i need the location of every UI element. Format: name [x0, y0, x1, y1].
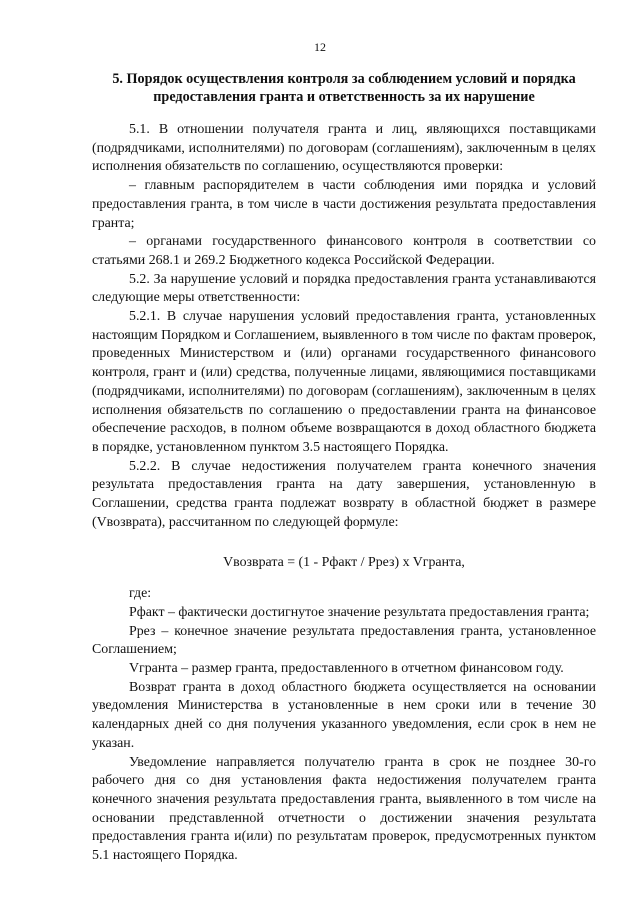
refund-formula: Vвозврата = (1 - Рфакт / Ррез) x Vгранта, — [223, 555, 465, 571]
definition-rfact: Рфакт – фактически достигнутое значение результата предоставления гранта; — [129, 604, 590, 620]
paragraph-5-2-1: 5.2.1. В случае нарушения условий предоставления гранта, установленных настоящим Порядком и Соглашением, выявленного в том числе по фактам проверок, проведенных Министерством и (или) органами государственного финансового контроля, грант и (или) средства, полученные лицами, являющимися поставщиками (подрядчиками, исполнителями) по договорам (соглашениям), заключенным в целях исполнения обязательств по соглашению о предоставлении гранта на финансовое обеспечение расходов, в полном объеме возвращаются в доход областного бюджета в порядке, установленном пунктом 3.5 настоящего Порядка. — [92, 309, 596, 455]
paragraph-5-1: 5.1. В отношении получателя гранта и лиц, являющихся поставщиками (подрядчиками, исполнителями) по договорам (соглашениям), заключенным в целях исполнения обязательств по соглашению, осуществляются проверки: — [92, 122, 596, 175]
paragraph-notification: Уведомление направляется получателю гранта в срок не позднее 30-го рабочего дня со дня установления факта недостижения получателем гранта конечного значения результата предоставления гранта, выявленного в том числе на основании представленной отчетности о достижении значения результата предоставления гранта и(или) по результатам проверок, предусмотренных пунктом 5.1 настоящего Порядка. — [92, 754, 596, 864]
paragraph-financial-control-checks: – органами государственного финансового контроля в соответствии со статьями 268.1 и 269.2 Бюджетного кодекса Российской Федерации. — [92, 234, 596, 268]
paragraph-5-2: 5.2. За нарушение условий и порядка предоставления гранта устанавливаются следующие меры ответственности: — [92, 271, 596, 306]
section-heading: 5. Порядок осуществления контроля за соблюдением условий и порядка предоставления гранта и ответственность за их нарушение — [112, 71, 576, 105]
page-number: 12 — [314, 40, 326, 54]
definition-rrez: Ррез – конечное значение результата предоставления гранта, установленное Соглашением; — [92, 623, 596, 658]
document-body — [92, 121, 596, 866]
paragraph-5-2-2: 5.2.2. В случае недостижения получателем гранта конечного значения результата предоставления гранта на дату завершения, установленную в Соглашении, средства гранта подлежат возврату в областной бюджет в размере (Vвозврата), рассчитанном по следующей формуле: — [92, 458, 596, 530]
definition-vgranta: Vгранта – размер гранта, предоставленного в отчетном финансовом году. — [129, 660, 564, 676]
paragraph-refund-procedure: Возврат гранта в доход областного бюджета осуществляется на основании уведомления Министерства в установленные в нем сроки или в течение 30 календарных дней со дня получения указанного уведомления, если срок в нем не указан. — [92, 679, 596, 751]
paragraph-where: где: — [129, 586, 152, 602]
paragraph-main-distributor-checks: – главным распорядителем в части соблюдения ими порядка и условий предоставления гранта, в том числе в части достижения результата предоставления гранта; — [92, 178, 596, 231]
